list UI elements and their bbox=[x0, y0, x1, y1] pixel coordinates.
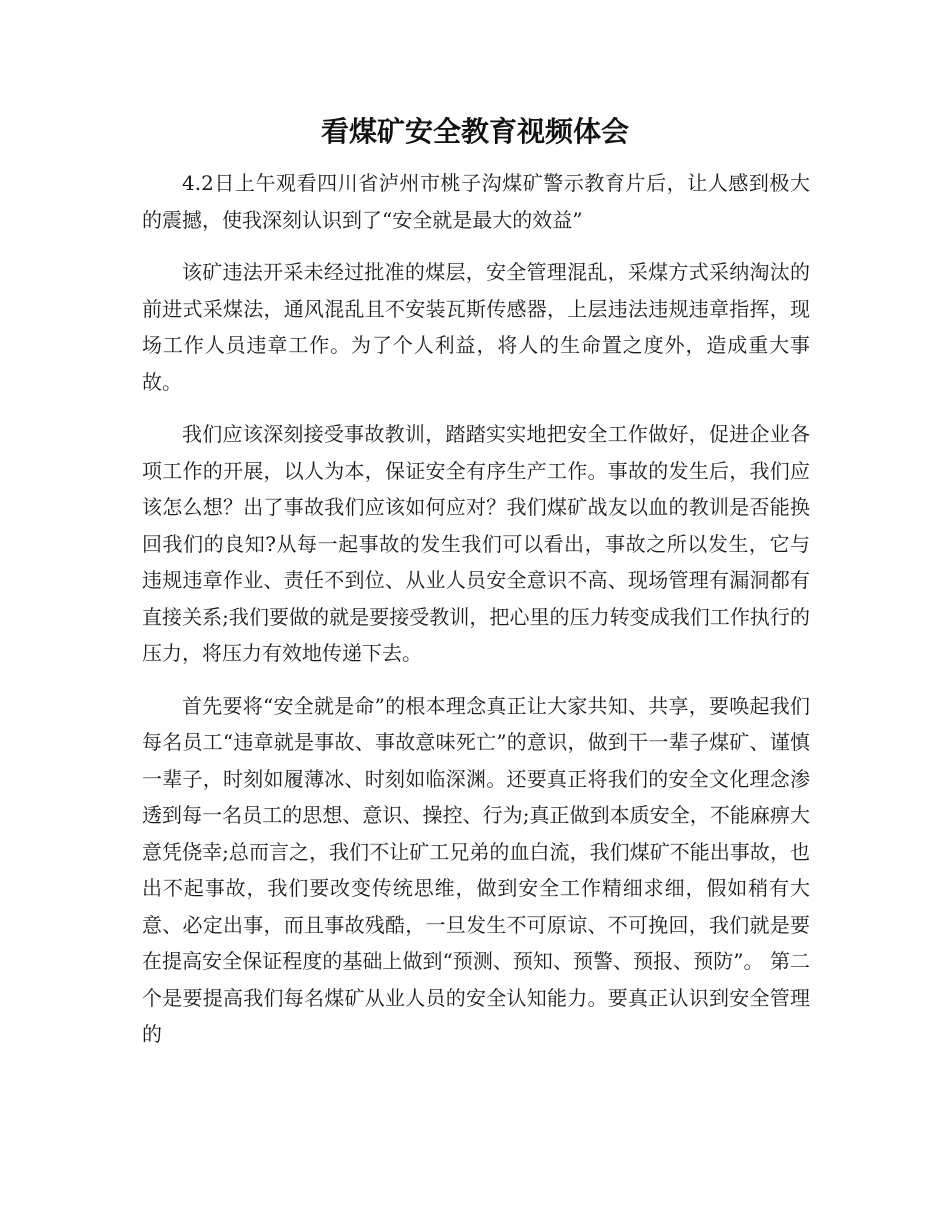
paragraph-3: 我们应该深刻接受事故教训，踏踏实实地把安全工作做好，促进企业各项工作的开展，以人为本，保证安全有序生产工作。事故的发生后，我们应该怎么想？出了事故我们应该如何应对？我们煤矿战友以血的教训是否能换回我们的良知?从每一起事故的发生我们可以看出，事故之所以发生，它与违规违章作业、责任不到位、从业人员安全意识不高、现场管理有漏洞都有直接关系;我们要做的就是要接受教训，把心里的压力转变成我们工作执行的压力，将压力有效地传递下去。 bbox=[142, 422, 810, 665]
document-body bbox=[142, 165, 810, 1069]
paragraph-1: 4.2日上午观看四川省泸州市桃子沟煤矿警示教育片后，让人感到极大的震撼，使我深刻认识到了“安全就是最大的效益” bbox=[142, 171, 810, 232]
paragraph-2: 该矿违法开采未经过批准的煤层，安全管理混乱，采煤方式采纳淘汰的前进式采煤法，通风混乱且不安装瓦斯传感器，上层违法违规违章指挥，现场工作人员违章工作。为了个人利益，将人的生命置之度外，造成重大事故。 bbox=[142, 260, 810, 394]
paragraph-4: 首先要将“安全就是命”的根本理念真正让大家共知、共享，要唤起我们每名员工“违章就是事故、事故意味死亡”的意识，做到干一辈子煤矿、谨慎一辈子，时刻如履薄冰、时刻如临深渊。还要真正将我们的安全文化理念渗透到每一名员工的思想、意识、操控、行为;真正做到本质安全，不能麻痹大意凭侥幸;总而言之，我们不让矿工兄弟的血白流，我们煤矿不能出事故，也出不起事故，我们要改变传统思维，做到安全工作精细求细，假如稍有大意、必定出事，而且事故残酷，一旦发生不可原谅、不可挽回，我们就是要在提高安全保证程度的基础上做到“预测、预知、预警、预报、预防”。 第二个是要提高我们每名煤矿从业人员的安全认知能力。要真正认识到安全管理的 bbox=[142, 693, 810, 1046]
document-title: 看煤矿安全教育视频体会 bbox=[320, 115, 629, 148]
